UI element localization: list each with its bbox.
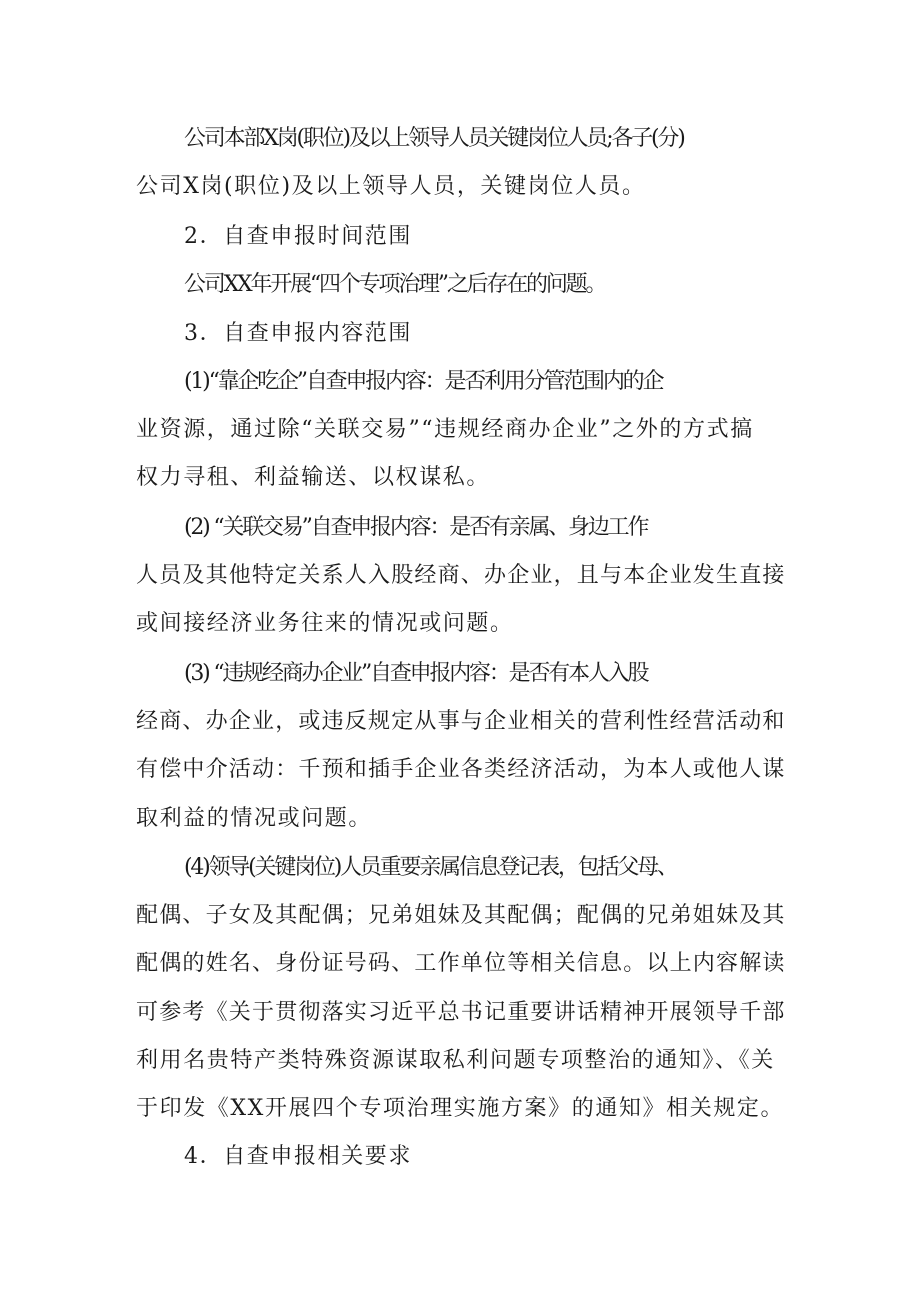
list-item-1	[136, 358, 786, 503]
text-line: (3) “违规经商办企业”自查申报内容：是否有本人入股	[184, 661, 648, 686]
text-line: 取利益的情况或问题。	[136, 805, 373, 831]
text-line: 配偶的姓名、身份证号码、工作单位等相关信息。以上内容解读	[136, 951, 786, 977]
text-line: 利用名贵特产类特殊资源谋取私利问题专项整治的通知》、《关	[136, 1047, 775, 1073]
list-item-4	[136, 844, 786, 1133]
text-line: 人员及其他特定关系人入股经商、办企业，且与本企业发生直接	[136, 563, 786, 589]
text-line: 权力寻租、利益输送、以权谋私。	[136, 465, 491, 491]
text-line: 经商、办企业，或违反规定从事与企业相关的营利性经营活动和	[136, 709, 786, 735]
text-line: (4)领导(关键岗位)人员重要亲属信息登记表，包括父母、	[184, 855, 677, 880]
text-line: (2) “关联交易”自查申报内容：是否有亲属、身边工作	[184, 515, 648, 540]
list-item-2	[136, 504, 786, 649]
text-line: 公司本部X岗(职位)及以上领导人员关键岗位人员;各子(分)	[184, 126, 684, 151]
text-line: 或间接经济业务往来的情况或问题。	[136, 611, 514, 637]
time-range-paragraph	[136, 261, 786, 309]
text-line: 公司X岗(职位)及以上领导人员，关键岗位人员。	[136, 174, 646, 200]
text-line: 于印发《XX开展四个专项治理实施方案》的通知》相关规定。	[136, 1096, 785, 1122]
scope-paragraph	[136, 115, 786, 211]
text-line: 业资源，通过除“关联交易”“违规经商办企业”之外的方式搞	[136, 417, 754, 443]
text-line: 公司XX年开展“四个专项治理”之后存在的问题。	[184, 272, 606, 297]
text-line: 有偿中介活动：千预和插手企业各类经济活动，为本人或他人谋	[136, 757, 786, 783]
text-line: 可参考《关于贯彻落实习近平总书记重要讲话精神开展领导千部	[136, 999, 786, 1025]
section-heading-requirements: 4．自查申报相关要求	[184, 1144, 412, 1169]
section-heading-time-range: 2．自查申报时间范围	[184, 224, 412, 249]
text-line: (1)“靠企吃企”自查申报内容：是否利用分管范围内的企	[184, 369, 663, 394]
list-item-3	[136, 650, 786, 843]
section-heading-content-scope: 3．自查申报内容范围	[184, 321, 412, 346]
text-line: 配偶、子女及其配偶；兄弟姐妹及其配偶；配偶的兄弟姐妹及其	[136, 903, 786, 929]
